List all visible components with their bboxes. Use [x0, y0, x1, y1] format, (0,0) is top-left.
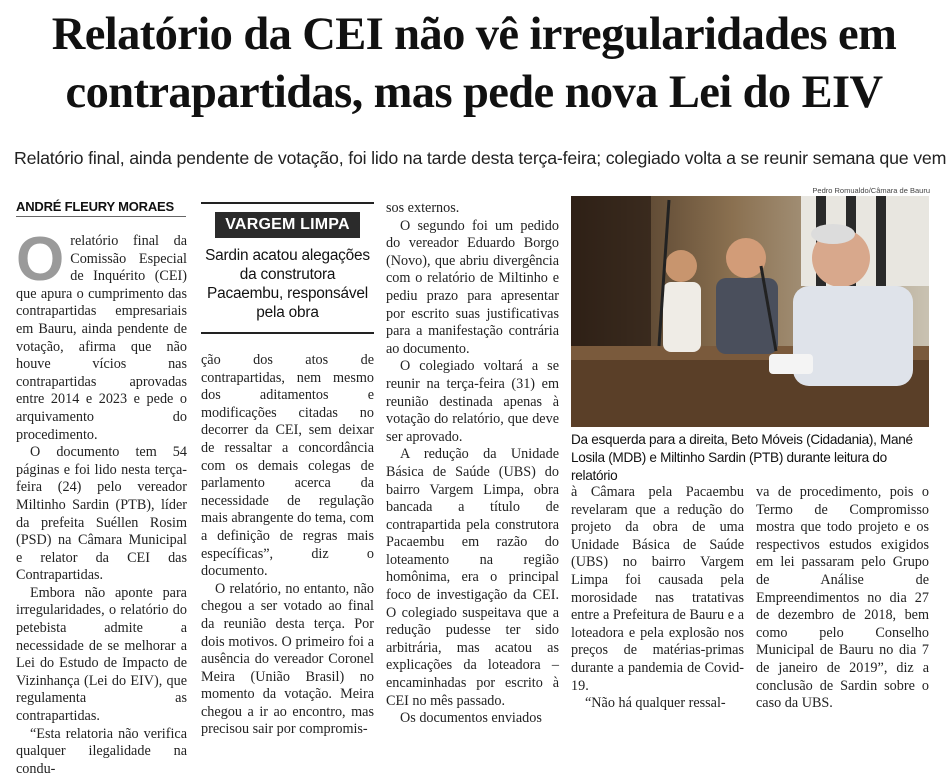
article-column-3	[386, 200, 559, 727]
sidebar-box	[201, 202, 374, 334]
paragraph: O colegiado voltará a se reunir na terça-feira (31) em reunião destinada apenas à votação do relatório, que deve ser aprovado.	[386, 358, 559, 445]
paragraph: “Não há qualquer ressal-	[585, 695, 726, 712]
headline	[14, 6, 934, 122]
sidebar-box-title: VARGEM LIMPA	[215, 212, 360, 238]
paragraph: A redução da Unidade Básica de Saúde (UBS) do bairro Vargem Limpa, obra bancada a título de contrapartida pela construtora Pacaembu em razão do loteamento na região homônima, era o principal foco de investigação da CEI. O colegiado suspeitava que a redução pudesse ter sido arbitrária, mas acatou as explicações da loteadora – encaminhadas por escrito à CEI no mês passado.	[386, 446, 559, 709]
paragraph: Os documentos enviados	[400, 710, 542, 727]
paragraph: ção dos atos de contrapartidas, nem mesmo dos aditamentos e modificações citadas no decorrer da CEI, sem deixar de ressaltar a concordância com os demais colegas de parlamento acerca da necessidade de regulação mais abrangente do tema, com a definição de regras mais específicas”, diz o documento.	[201, 352, 374, 580]
article-photo	[571, 196, 929, 427]
article-column-4	[571, 484, 744, 712]
subtitle: Relatório final, ainda pendente de votação, foi lido na tarde desta terça-feira; colegiado volta a se reunir semana que vem	[14, 148, 946, 168]
paragraph: O segundo foi um pedido do vereador Eduardo Borgo (Novo), que abriu divergência com o relatório de Miltinho e pediu prazo para apresentar por escrito suas justificativas para a manifestação contrária ao documento.	[386, 217, 559, 357]
paragraph: sos externos.	[386, 200, 460, 216]
photo-credit: Pedro Romualdo/Câmara de Bauru	[812, 186, 930, 195]
paragraph: va de procedimento, pois o Termo de Compromisso mostra que todo projeto e os respectivos estudos exigidos em lei passaram pelo Grupo de Análise de Empreendimentos no dia 27 de dezembro de 2018, bem como pelo Conselho Municipal de Bauru no dia 7 de janeiro de 2019”, diz a conclusão de Sardin sobre o caso da UBS.	[756, 484, 929, 712]
paragraph: “Esta relatoria não verifica qualquer ilegalidade na condu-	[16, 725, 187, 777]
paragraph: O relatório, no entanto, não chegou a ser votado ao final da reunião desta terça. Por dois motivos. O primeiro foi a ausência do vereador Coronel Meira (União Brasil) no momento da votação. Meira chegou a ir ao encontro, mas precisou sair por compromis-	[201, 580, 374, 738]
paragraph: Orelatório final da Comissão Especial de Inquérito (CEI) que apura o cumprimento das contrapartidas empresariais em Bauru, ainda pendente de votação, afirma que não houve vícios nas contrapartidas aprovadas entre 2014 e 2023 e pede o arquivamento do procedimento.	[16, 225, 187, 443]
article-column-2	[201, 352, 374, 738]
headline-line-1: Relatório da CEI não vê irregularidades em	[51, 9, 897, 60]
paragraph: Embora não aponte para irregularidades, o relatório do petebista admite a necessidade de se melhorar a Lei do Estudo de Impacto de Vizinhança (Lei do EIV), que regulamenta as contrapartidas.	[16, 584, 187, 725]
photo-caption: Da esquerda para a direita, Beto Móveis (Cidadania), Mané Losila (MDB) e Miltinho Sardin (PTB) durante leitura do relatório	[571, 432, 913, 483]
article-column-1	[16, 225, 187, 777]
byline: ANDRÉ FLEURY MORAES	[16, 199, 186, 217]
headline-line-2: contrapartidas, mas pede nova Lei do EIV	[65, 67, 883, 118]
dropcap: O	[16, 225, 65, 294]
paragraph: à Câmara pela Pacaembu revelaram que a redução do projeto da obra de uma Unidade Básica de Saúde (UBS) no bairro Vargem Limpa foi causada pela morosidade nas tratativas entre a Prefeitura de Bauru e a loteadora e pela explosão nos preços de matérias-primas durante a pandemia de Covid-19.	[571, 484, 744, 694]
paragraph: O documento tem 54 páginas e foi lido nesta terça-feira (24) pelo vereador Miltinho Sardin (PTB), líder da prefeita Suéllen Rosim (PSD) na Câmara Municipal e relator da CEI das Contrapartidas.	[16, 444, 187, 584]
article-column-5	[756, 484, 929, 712]
sidebar-box-text: Sardin acatou alegações da construtora Pacaembu, responsável pela obra	[205, 247, 370, 321]
